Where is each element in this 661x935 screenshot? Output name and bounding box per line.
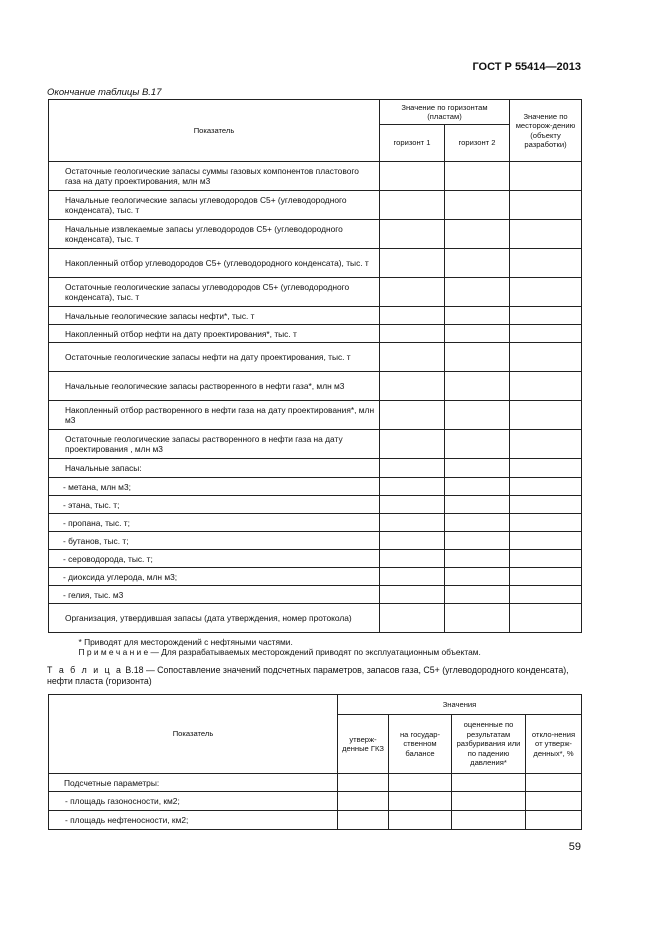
table-row xyxy=(49,307,582,325)
table-17-footnotes xyxy=(49,633,582,661)
col-estimated: оцененные по результатам разбуривания или по падению давления* xyxy=(452,715,526,774)
table-row xyxy=(49,774,582,792)
table-row xyxy=(49,586,582,604)
page-number: 59 xyxy=(568,841,581,853)
row-label: Накопленный отбор углеводородов С5+ (углеводородного конденсата), тыс. т xyxy=(49,249,380,278)
row-label: Начальные геологические запасы растворенного в нефти газа*, млн м3 xyxy=(49,372,380,401)
table-row xyxy=(49,514,582,532)
col-values-by-horizon: Значение по горизонтам (пластам) xyxy=(380,100,510,125)
row-label: - площадь газоносности, км2; xyxy=(49,792,338,811)
table-17 xyxy=(48,99,582,661)
row-label: Подсчетные параметры: xyxy=(49,774,338,792)
row-label: - площадь нефтеносности, км2; xyxy=(49,811,338,830)
col-values: Значения xyxy=(338,695,582,715)
table-17-caption: Окончание таблицы В.17 xyxy=(47,87,162,98)
row-label: - метана, млн м3; xyxy=(49,478,380,496)
standard-number: ГОСТ Р 55414—2013 xyxy=(472,61,581,73)
row-label: Накопленный отбор растворенного в нефти газа на дату проектирования*, млн м3 xyxy=(49,401,380,430)
table-row xyxy=(49,550,582,568)
table-row xyxy=(49,278,582,307)
row-label: - бутанов, тыс. т; xyxy=(49,532,380,550)
row-label: Начальные геологические запасы углеводородов С5+ (углеводородного конденсата), тыс. т xyxy=(49,191,380,220)
table-row xyxy=(49,401,582,430)
col-field-value: Значение по месторож-дению (объекту разработки) xyxy=(510,100,582,162)
row-label: Остаточные геологические запасы нефти на дату проектирования, тыс. т xyxy=(49,343,380,372)
table-row xyxy=(49,459,582,478)
table-row xyxy=(49,478,582,496)
table-note xyxy=(79,647,578,657)
col-state-balance: на государ-ственном балансе xyxy=(389,715,452,774)
row-label: Начальные извлекаемые запасы углеводородов С5+ (углеводородного конденсата), тыс. т xyxy=(49,220,380,249)
col-horizon-1: горизонт 1 xyxy=(380,125,445,162)
table-row xyxy=(49,162,582,191)
row-label: - диоксида углерода, млн м3; xyxy=(49,568,380,586)
row-label: - сероводорода, тыс. т; xyxy=(49,550,380,568)
row-label: - пропана, тыс. т; xyxy=(49,514,380,532)
row-label: Остаточные геологические запасы суммы газовых компонентов пластового газа на дату проектирования, млн м3 xyxy=(49,162,380,191)
col-indicator: Показатель xyxy=(49,695,338,774)
table-18-caption xyxy=(47,665,587,687)
table-row xyxy=(49,220,582,249)
footnote: * Приводят для месторождений с нефтяными частями. xyxy=(78,636,293,647)
row-label: Начальные запасы: xyxy=(49,459,380,478)
row-label: Начальные геологические запасы нефти*, тыс. т xyxy=(49,307,380,325)
row-label: Организация, утвердившая запасы (дата утверждения, номер протокола) xyxy=(49,604,380,633)
table-row xyxy=(49,792,582,811)
table-18-title: В.18 — Сопоставление значений подсчетных параметров, запасов газа, С5+ (углеводородного конденсата), нефти пласта (горизонта) xyxy=(47,665,569,686)
table-row xyxy=(49,496,582,514)
table-row xyxy=(49,811,582,830)
table-18 xyxy=(48,694,582,830)
row-label: - этана, тыс. т; xyxy=(49,496,380,514)
row-label: Остаточные геологические запасы углеводородов С5+ (углеводородного конденсата), тыс. т xyxy=(49,278,380,307)
table-word: Т а б л и ц а xyxy=(47,665,123,675)
col-indicator: Показатель xyxy=(49,100,380,162)
row-label: - гелия, тыс. м3 xyxy=(49,586,380,604)
row-label: Накопленный отбор нефти на дату проектирования*, тыс. т xyxy=(49,325,380,343)
col-approved: утверж-денные ГКЗ xyxy=(338,715,389,774)
note-label: П р и м е ч а н и е xyxy=(78,646,149,657)
table-row xyxy=(49,532,582,550)
table-row xyxy=(49,372,582,401)
table-row xyxy=(49,604,582,633)
row-label: Остаточные геологические запасы растворенного в нефти газа на дату проектирования , млн м3 xyxy=(49,430,380,459)
table-row xyxy=(49,568,582,586)
col-deviation: откло-нения от утверж-денных*, % xyxy=(526,715,582,774)
table-row xyxy=(49,191,582,220)
table-row xyxy=(49,343,582,372)
table-row xyxy=(49,249,582,278)
table-row xyxy=(49,325,582,343)
note-text: — Для разрабатываемых месторождений приводят по эксплуатационным объектам. xyxy=(148,646,481,657)
col-horizon-2: горизонт 2 xyxy=(445,125,510,162)
table-row xyxy=(49,430,582,459)
